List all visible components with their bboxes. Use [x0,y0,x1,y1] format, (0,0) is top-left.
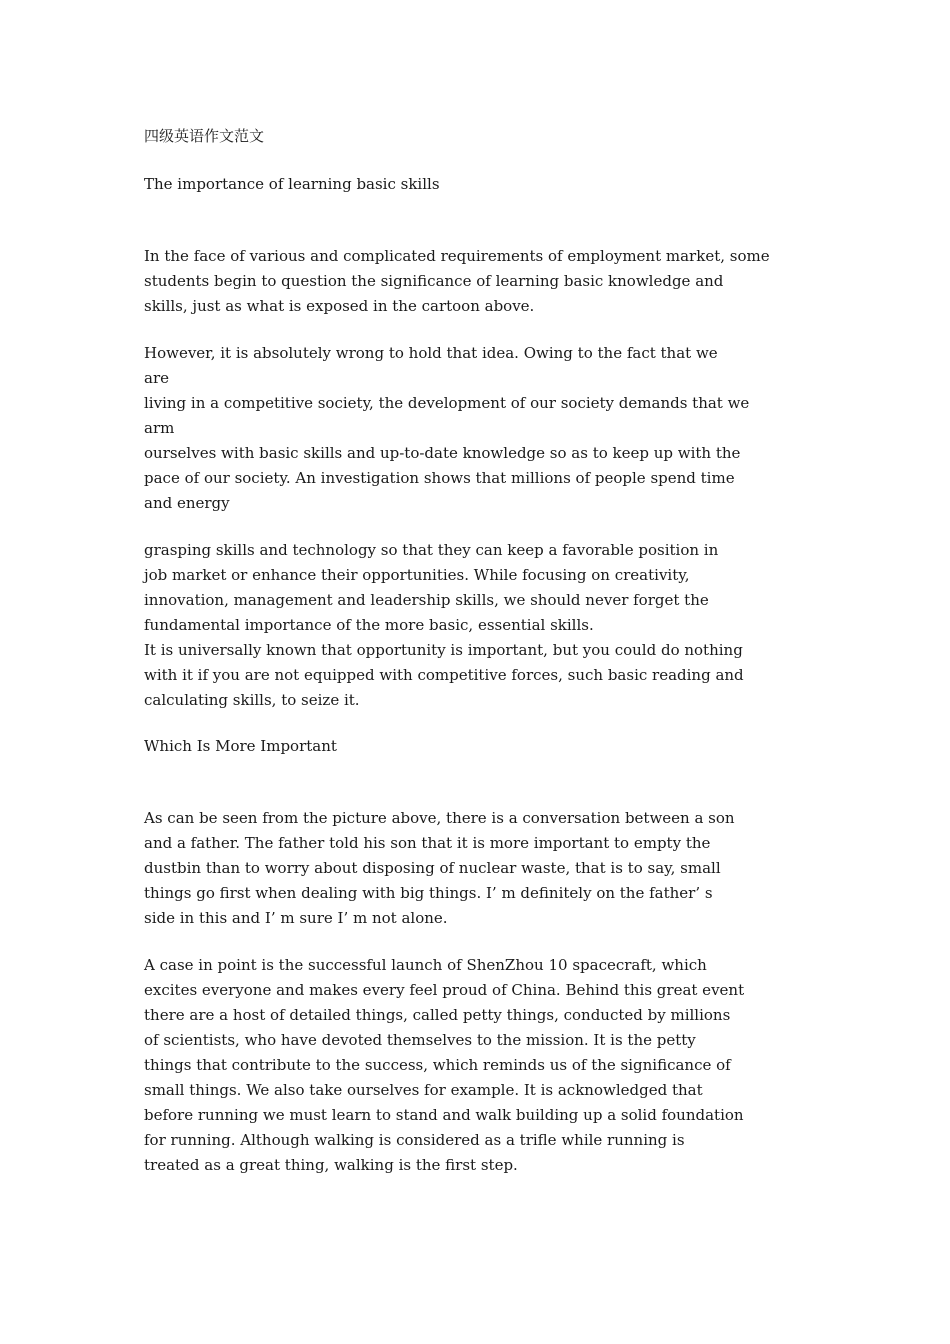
essay2-para2-line: things that contribute to the success, which reminds us of the significance of [144,1056,731,1074]
essay1-para3-line: with it if you are not equipped with competitive forces, such basic reading and [144,666,744,684]
essay1-para2-line: are [144,369,169,387]
essay2-para1-line: things go first when dealing with big things. I’ m definitely on the father’ s [144,884,713,902]
essay2-para1-line: side in this and I’ m sure I’ m not alone. [144,909,448,927]
essay1-para2-line: arm [144,419,175,437]
essay1-para1-line: In the face of various and complicated requirements of employment market, some [144,247,770,265]
essay1-para3-line: fundamental importance of the more basic, essential skills. [144,616,594,634]
document-header: 四级英语作文范文 [144,127,265,145]
essay1-para2-line: living in a competitive society, the development of our society demands that we [144,394,750,412]
essay1-para2-line: However, it is absolutely wrong to hold that idea. Owing to the fact that we [144,344,718,362]
essay2-para2-line: small things. We also take ourselves for example. It is acknowledged that [144,1081,703,1099]
essay2-para2-line: before running we must learn to stand and walk building up a solid foundation [144,1106,744,1124]
essay1-para2-line: ourselves with basic skills and up-to-date knowledge so as to keep up with the [144,444,741,462]
essay2-para2-line: there are a host of detailed things, called petty things, conducted by millions [144,1006,731,1024]
essay2-para2-line: excites everyone and makes every feel proud of China. Behind this great event [144,981,745,999]
essay2-para1-line: and a father. The father told his son that it is more important to empty the [144,834,711,852]
essay1-para3-line: innovation, management and leadership skills, we should never forget the [144,591,709,609]
essay1-para2-line: and energy [144,494,230,512]
essay2-para2-line: treated as a great thing, walking is the first step. [144,1156,518,1174]
essay1-title: The importance of learning basic skills [144,175,440,193]
essay2-para2-line: for running. Although walking is considered as a trifle while running is [144,1131,685,1149]
essay1-para1-line: skills, just as what is exposed in the cartoon above. [144,297,535,315]
essay2-title: Which Is More Important [144,737,337,755]
essay1-para3-line: It is universally known that opportunity is important, but you could do nothing [144,641,743,659]
essay1-para3-line: calculating skills, to seize it. [144,691,360,709]
essay2-para2-line: of scientists, who have devoted themselves to the mission. It is the petty [144,1031,696,1049]
essay2-para1-line: As can be seen from the picture above, there is a conversation between a son [144,809,735,827]
essay1-para2-line: pace of our society. An investigation shows that millions of people spend time [144,469,735,487]
essay1-para1-line: students begin to question the significance of learning basic knowledge and [144,272,724,290]
essay1-para3-line: job market or enhance their opportunities. While focusing on creativity, [144,566,690,584]
essay2-para2-line: A case in point is the successful launch of ShenZhou 10 spacecraft, which [144,956,707,974]
essay1-para3-line: grasping skills and technology so that they can keep a favorable position in [144,541,719,559]
essay2-para1-line: dustbin than to worry about disposing of nuclear waste, that is to say, small [144,859,721,877]
